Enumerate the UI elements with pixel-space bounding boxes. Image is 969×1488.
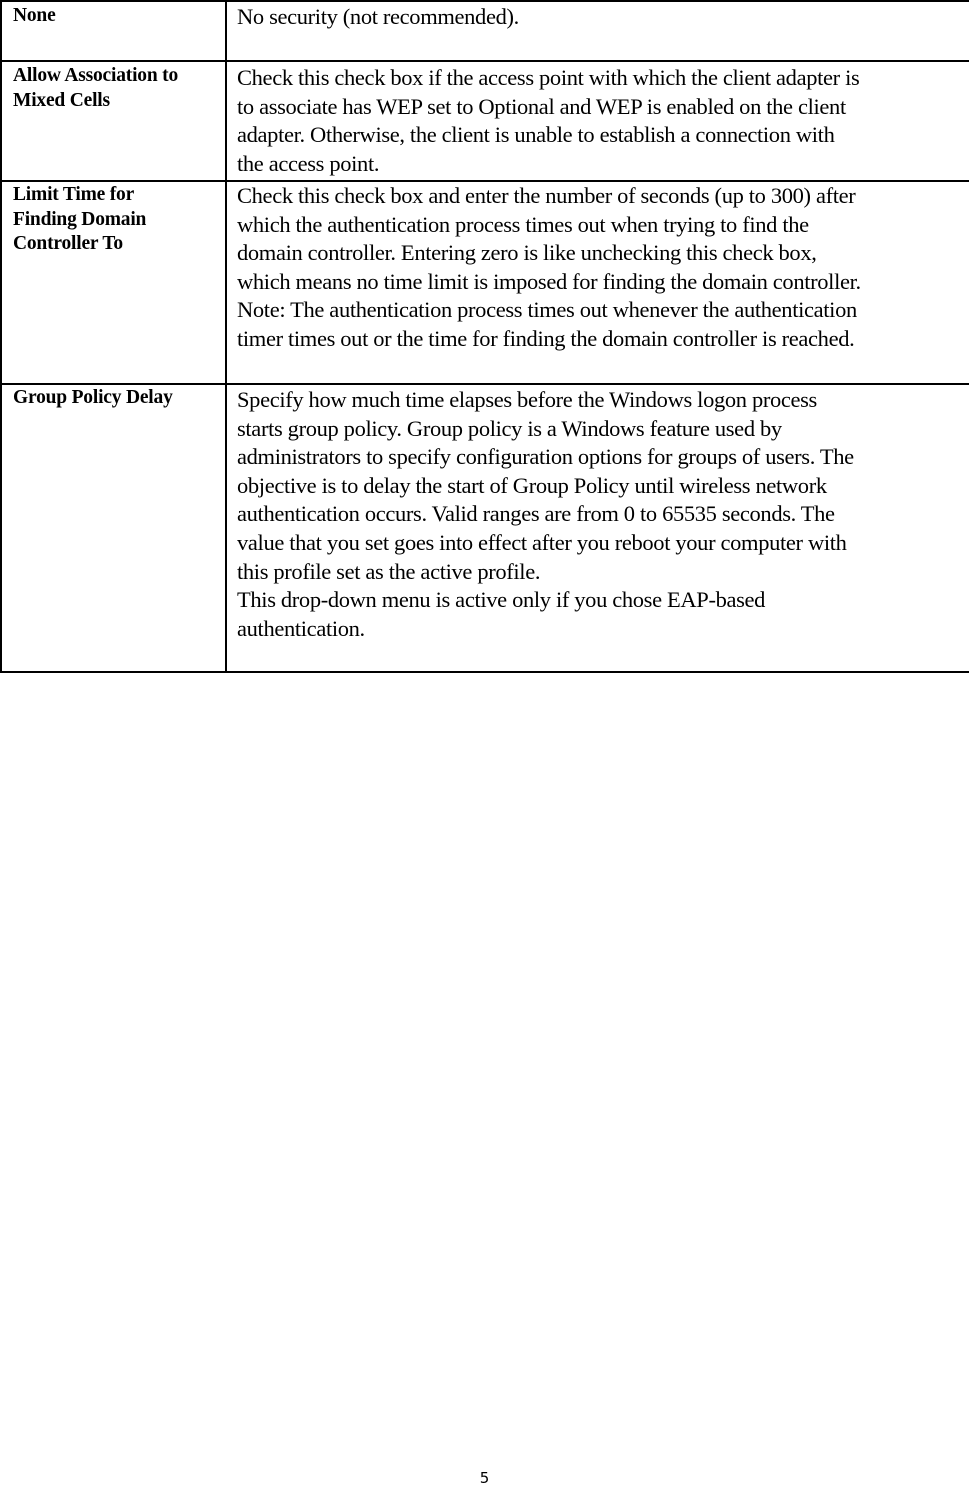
table-row-group-policy-delay	[1, 384, 969, 672]
term-text: Controller To	[13, 233, 123, 254]
description-text: which the authentication process times out when trying to find the	[237, 211, 809, 237]
description-text: authentication.	[237, 615, 365, 641]
description-text: to associate has WEP set to Optional and WEP is enabled on the client	[237, 93, 846, 119]
description-text: starts group policy. Group policy is a Windows feature used by	[237, 415, 782, 441]
description-text: domain controller. Entering zero is like unchecking this check box,	[237, 240, 817, 266]
description-text: the access point.	[237, 150, 380, 176]
table-row-none	[1, 1, 969, 61]
description-cell	[226, 61, 969, 181]
description-text: which means no time limit is imposed for finding the domain controller.	[237, 268, 861, 294]
description-text: timer times out or the time for finding the domain controller is reached.	[237, 325, 855, 351]
description-cell	[226, 181, 969, 384]
description-text: adapter. Otherwise, the client is unable to establish a connection with	[237, 122, 835, 148]
settings-table	[0, 0, 969, 673]
term-text: Group Policy Delay	[13, 387, 173, 408]
table-row-limit-time	[1, 181, 969, 384]
description-text: This drop-down menu is active only if you chose EAP-based	[237, 587, 766, 613]
description-text: Check this check box and enter the number of seconds (up to 300) after	[237, 183, 856, 208]
table-row-allow-association	[1, 61, 969, 181]
description-text: authentication occurs. Valid ranges are from 0 to 65535 seconds. The	[237, 501, 835, 527]
description-text: value that you set goes into effect after you reboot your computer with	[237, 529, 847, 555]
term-text: Mixed Cells	[13, 89, 110, 111]
description-text: this profile set as the active profile.	[237, 558, 541, 584]
description-text: No security (not recommended).	[237, 4, 519, 29]
term-cell	[1, 384, 226, 672]
term-text: Limit Time for	[13, 184, 135, 205]
description-text: Note: The authentication process times out whenever the authentication	[237, 297, 857, 323]
page-number: 5	[479, 1469, 490, 1487]
description-text: objective is to delay the start of Group Policy until wireless network	[237, 472, 827, 498]
description-cell	[226, 1, 969, 61]
description-text: Check this check box if the access point with which the client adapter is	[237, 65, 860, 90]
term-text: Finding Domain	[13, 208, 147, 230]
description-cell	[226, 384, 969, 672]
term-cell	[1, 61, 226, 181]
description-text: administrators to specify configuration options for groups of users. The	[237, 444, 854, 470]
term-text: None	[13, 5, 56, 26]
term-cell	[1, 1, 226, 61]
term-cell	[1, 181, 226, 384]
description-text: Specify how much time elapses before the Windows logon process	[237, 387, 817, 412]
term-text: Allow Association to	[13, 65, 179, 86]
